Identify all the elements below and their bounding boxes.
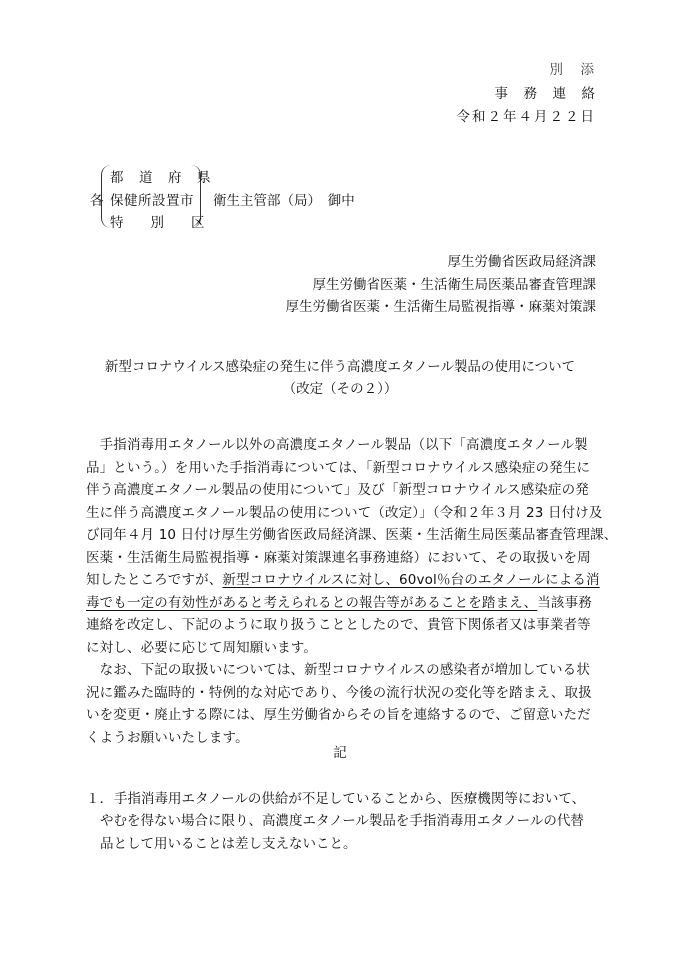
item-line: やむを得ない場合に限り、高濃度エタノール製品を手指消毒用エタノールの代替 bbox=[100, 813, 584, 829]
body-line: 医薬・生活衛生局監視指導・麻薬対策課連名事務連絡）において、その取扱いを周 bbox=[86, 550, 591, 566]
body-line: び同年４月 10 日付け厚生労働省医政局経済課、医薬・生活衛生局医薬品審査管理課、 bbox=[86, 527, 618, 543]
body-line: くようお願いいたします。 bbox=[86, 730, 249, 746]
ki-heading: 記 bbox=[333, 745, 347, 761]
notice-date: 令和２年４月２２日 bbox=[456, 109, 596, 125]
recipient-prefectures: 都 道 府 県 bbox=[110, 170, 212, 186]
body-line bbox=[86, 568, 600, 588]
underlined-text: 毒でも一定の有効性があると考えられるとの報告等があることを踏まえ、 bbox=[86, 595, 538, 611]
document-title: 新型コロナウイルス感染症の発生に伴う高濃度エタノール製品の使用について bbox=[104, 359, 576, 375]
body-line: なお、下記の取扱いについては、新型コロナウイルスの感染者が増加している状 bbox=[86, 662, 590, 678]
sender-2: 厚生労働省医薬・生活衛生局医薬品審査管理課 bbox=[312, 277, 596, 293]
body-line: 手指消毒用エタノール以外の高濃度エタノール製品（以下「高濃度エタノール製 bbox=[86, 437, 588, 453]
body-line: 連絡を改定し、下記のように取り扱うこととしたので、貴管下関係者又は事業者等 bbox=[86, 617, 591, 633]
body-line: に対し、必要に応じて周知願います。 bbox=[86, 640, 317, 656]
recipient-health-cities: 保健所設置市 bbox=[110, 193, 194, 209]
recipient-special-wards: 特 別 区 bbox=[110, 215, 205, 231]
body-line bbox=[86, 591, 592, 611]
underlined-text: 新型コロナウイルスに対し、60vol％台のエタノールによる消 bbox=[222, 572, 600, 588]
body-text: 知したところですが、 bbox=[86, 572, 223, 588]
item-number: １． bbox=[86, 791, 113, 807]
body-text: 当該事務 bbox=[537, 595, 592, 611]
body-line: 況に鑑みた臨時的・特例的な対応であり、今後の流行状況の変化等を踏まえ、取扱 bbox=[86, 685, 592, 701]
document-subtitle: （改定（その２）） bbox=[282, 381, 398, 397]
sender-1: 厚生労働省医政局経済課 bbox=[447, 254, 596, 270]
body-line: 伴う高濃度エタノール製品の使用について」及び「新型コロナウイルス感染症の発 bbox=[86, 482, 589, 498]
notice-type: 事 務 連 絡 bbox=[494, 86, 596, 102]
body-line: 品」という。）を用いた手指消毒については、「新型コロナウイルス感染症の発生に bbox=[86, 460, 591, 476]
sender-3: 厚生労働省医薬・生活衛生局監視指導・麻薬対策課 bbox=[285, 299, 596, 315]
recipients-prefix: 各 bbox=[90, 193, 104, 209]
item-line: 品として用いることは差し支えないこと。 bbox=[100, 836, 357, 852]
body-line: いを変更・廃止する際には、厚生労働省からその旨を連絡するので、ご留意いただ bbox=[86, 707, 591, 723]
body-line: 生に伴う高濃度エタノール製品の使用について（改定）」（令和２年３月 23 日付け及 bbox=[86, 505, 603, 521]
item-line: 手指消毒用エタノールの供給が不足していることから、医療機関等において、 bbox=[114, 791, 586, 807]
attachment-label: 別 添 bbox=[549, 62, 596, 78]
recipients-suffix: 衛生主管部（局） 御中 bbox=[213, 193, 355, 209]
